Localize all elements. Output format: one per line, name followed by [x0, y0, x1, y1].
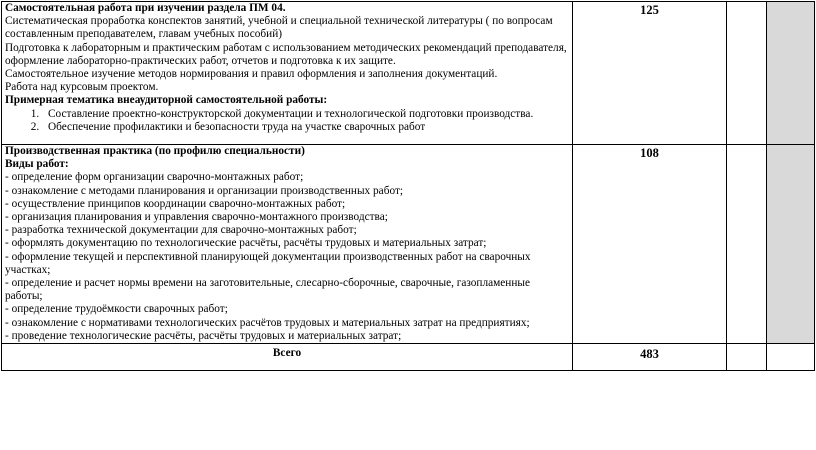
section1-line: Работа над курсовым проектом. — [5, 81, 159, 94]
program-table — [1, 1, 815, 371]
work-item: - определение трудоёмкости сварочных работ; — [5, 303, 228, 316]
topic-item: 1. Составление проектно-конструкторской документации и технологической подготовки производства. — [42, 108, 569, 121]
section1-hours: 125 — [573, 2, 727, 145]
work-item: - осуществление принципов координации сварочно-монтажных работ; — [5, 197, 346, 210]
work-item: - оформлять документацию по технологические расчёты, расчёты трудовых и материальных затрат; — [5, 237, 487, 250]
section2-content — [2, 145, 573, 344]
total-hours: 483 — [573, 344, 727, 371]
empty-cell — [727, 2, 767, 145]
section2-row — [2, 145, 815, 344]
section2-subtitle: Виды работ: — [5, 158, 69, 171]
topic-item: 2. Обеспечение профилактики и безопасности труда на участке сварочных работ — [42, 121, 569, 134]
work-item: - оформление текущей и перспективной планирующей документации производственных работ на сварочных участках; — [5, 250, 531, 276]
work-item: - организация планирования и управления сварочно-монтажного производства; — [5, 211, 388, 224]
shaded-cell — [767, 2, 815, 145]
section1-line: Самостоятельное изучение методов нормирования и правил оформления и заполнения документаций. — [5, 68, 498, 81]
topics-list — [5, 108, 569, 134]
section1-content — [2, 2, 573, 145]
work-item: - ознакомление с методами планирования и организации производственных работ; — [5, 184, 404, 197]
section2-hours: 108 — [573, 145, 727, 344]
work-item: - проведение технологические расчёты, расчёты трудовых и материальных затрат; — [5, 329, 402, 342]
total-label: Всего — [2, 344, 573, 371]
shaded-cell — [767, 145, 815, 344]
work-item: - определение и расчет нормы времени на заготовительные, слесарно-сборочные, сварочные, газопламенные работы; — [5, 277, 530, 303]
work-item: - ознакомление с нормативами технологических расчётов трудовых и материальных затрат на предприятиях; — [5, 316, 530, 329]
section1-line: Подготовка к лабораторным и практическим работам с использованием методических рекомендаций преподавателя, оформление лабораторно-практических работ, отчетов и подготовка к их защите. — [5, 41, 567, 67]
total-row — [2, 344, 815, 371]
empty-cell — [767, 344, 815, 371]
topics-heading: Примерная тематика внеаудиторной самостоятельной работы: — [5, 94, 328, 107]
work-item: - определение форм организации сварочно-монтажных работ; — [5, 171, 304, 184]
section1-row — [2, 2, 815, 145]
section1-title: Самостоятельная работа при изучении раздела ПМ 04. — [5, 2, 286, 14]
section2-title: Производственная практика (по профилю специальности) — [5, 145, 305, 157]
empty-cell — [727, 344, 767, 371]
work-item: - разработка технической документации для сварочно-монтажных работ; — [5, 224, 357, 237]
section1-line: Систематическая проработка конспектов занятий, учебной и специальной технической литературы ( по вопросам составленным преподавателем, главам учебных пособий) — [5, 15, 553, 41]
empty-cell — [727, 145, 767, 344]
